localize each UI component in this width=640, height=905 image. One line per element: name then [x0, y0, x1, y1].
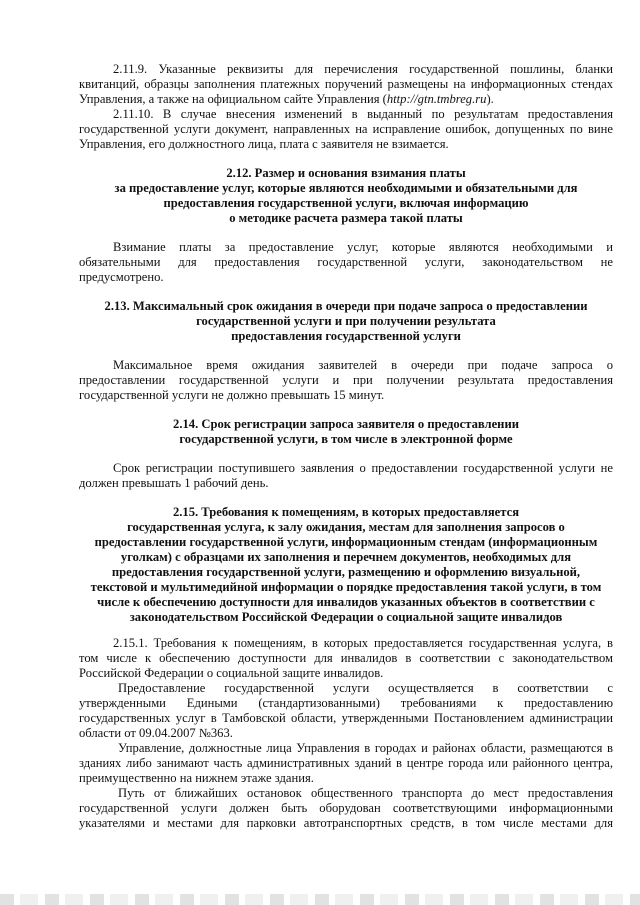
section-2-14-heading: государственной услуги, в том числе в электронной форме — [179, 432, 513, 446]
scan-artifact-strip — [0, 894, 640, 905]
section-2-15-heading: 2.15. Требования к помещениям, в которых предоставляется — [172, 505, 520, 519]
section-2-15-heading: государственная услуга, к залу ожидания, местам для заполнения запросов о — [127, 520, 565, 534]
paragraph-location-line: Управление, должностные лица Управления в городах и районах области, размещаются в — [118, 741, 613, 755]
section-2-12-heading: о методике расчета размера такой платы — [229, 211, 463, 225]
paragraph-location-line: преимущественно на нижнем этаже здания. — [79, 771, 314, 785]
section-2-15-heading: текстовой и мультимедийной информации о порядке предоставления такой услуги, в том — [90, 580, 602, 594]
section-2-13-heading: предоставления государственной услуги — [231, 329, 461, 343]
paragraph-2-12-line: Взимание платы за предоставление услуг, которые являются необходимыми и — [113, 240, 613, 254]
paragraph-standards-line: области от 09.04.2007 №363. — [79, 726, 233, 740]
paragraph-2-11-9-line: Управления, а также на официальном сайте Управления (http://gtn.tmbreg.ru). — [79, 92, 494, 106]
paragraph-transport-line: Путь от ближайших остановок общественного транспорта до мест предоставления — [118, 786, 613, 800]
paragraph-2-13-line: предоставлении государственной услуги и при получении результата предоставления — [79, 373, 613, 387]
paragraph-2-12-line: предусмотрено. — [79, 270, 164, 284]
section-2-14-heading: 2.14. Срок регистрации запроса заявителя о предоставлении — [173, 417, 519, 431]
section-2-12-heading: за предоставление услуг, которые являются необходимыми и обязательными для — [114, 181, 578, 195]
section-2-15-heading: уголкам) с образцами их заполнения и перечнем документов, необходимых для — [120, 550, 572, 564]
website-url-link[interactable]: http://gtn.tmbreg.ru — [386, 92, 487, 106]
paragraph-2-13-line: Максимальное время ожидания заявителей в очереди при подаче запроса о — [113, 358, 613, 372]
section-2-15-heading: законодательством Российской Федерации о социальной защите инвалидов — [129, 610, 563, 624]
section-2-13-heading: 2.13. Максимальный срок ожидания в очереди при подаче запроса о предоставлении — [104, 299, 588, 313]
section-2-12-heading: предоставления государственной услуги, включая информацию — [163, 196, 529, 210]
paragraph-standards-line: государственных услуг в Тамбовской области, утвержденными Постановлением администрации — [79, 711, 613, 725]
paragraph-transport-line: указателями и местами для парковки автотранспортных средств, в том числе местами для — [79, 816, 613, 830]
paragraph-2-11-9-line: квитанций, образцы заполнения платежных поручений размещены на информационных стендах — [79, 77, 613, 91]
paragraph-2-11-9-line: 2.11.9. Указанные реквизиты для перечисления государственной пошлины, бланки — [113, 62, 613, 76]
paragraph-2-13-line: государственной услуги не должно превышать 15 минут. — [79, 388, 385, 402]
section-2-12-heading: 2.12. Размер и основания взимания платы — [226, 166, 466, 180]
paragraph-2-11-10-line: государственной услуги документ, направленных на исправление ошибок, допущенных по вине — [79, 122, 613, 136]
paragraph-2-12-line: обязательными для предоставления государственной услуги, законодательством не — [79, 255, 613, 269]
section-2-15-heading: предоставлении государственной услуги, информационным стендам (информационным — [94, 535, 598, 549]
section-2-15-heading: числе к обеспечению доступности для инвалидов указанных объектов в соответствии с — [97, 595, 595, 609]
paragraph-transport-line: государственной услуги должен быть оборудован соответствующими информационными — [79, 801, 613, 815]
paragraph-2-15-1-line: 2.15.1. Требования к помещениям, в которых предоставляется государственная услуга, в — [113, 636, 613, 650]
paragraph-2-11-10-line: Управления, его должностного лица, плата с заявителя не взимается. — [79, 137, 449, 151]
section-2-15-heading: предоставления государственной услуги, размещению и оформлению визуальной, — [111, 565, 581, 579]
paragraph-standards-line: Предоставление государственной услуги осуществляется в соответствии с — [118, 681, 613, 695]
paragraph-standards-line: утвержденными Едиными (стандартизованными) требованиями к предоставлению — [79, 696, 613, 710]
paragraph-2-14-line: должен превышать 1 рабочий день. — [79, 476, 269, 490]
paragraph-2-14-line: Срок регистрации поступившего заявления о предоставлении государственной услуги не — [113, 461, 613, 475]
paragraph-2-15-1-line: том числе к обеспечению доступности для инвалидов в соответствии с законодательством — [79, 651, 613, 665]
section-2-13-heading: государственной услуги и при получении результата — [196, 314, 496, 328]
paragraph-2-11-10-line: 2.11.10. В случае внесения изменений в выданный по результатам предоставления — [113, 107, 613, 121]
paragraph-2-15-1-line: Российской Федерации о социальной защите инвалидов. — [79, 666, 384, 680]
paragraph-location-line: зданиях либо занимают часть административных зданий в центре города или районного центра, — [79, 756, 613, 770]
